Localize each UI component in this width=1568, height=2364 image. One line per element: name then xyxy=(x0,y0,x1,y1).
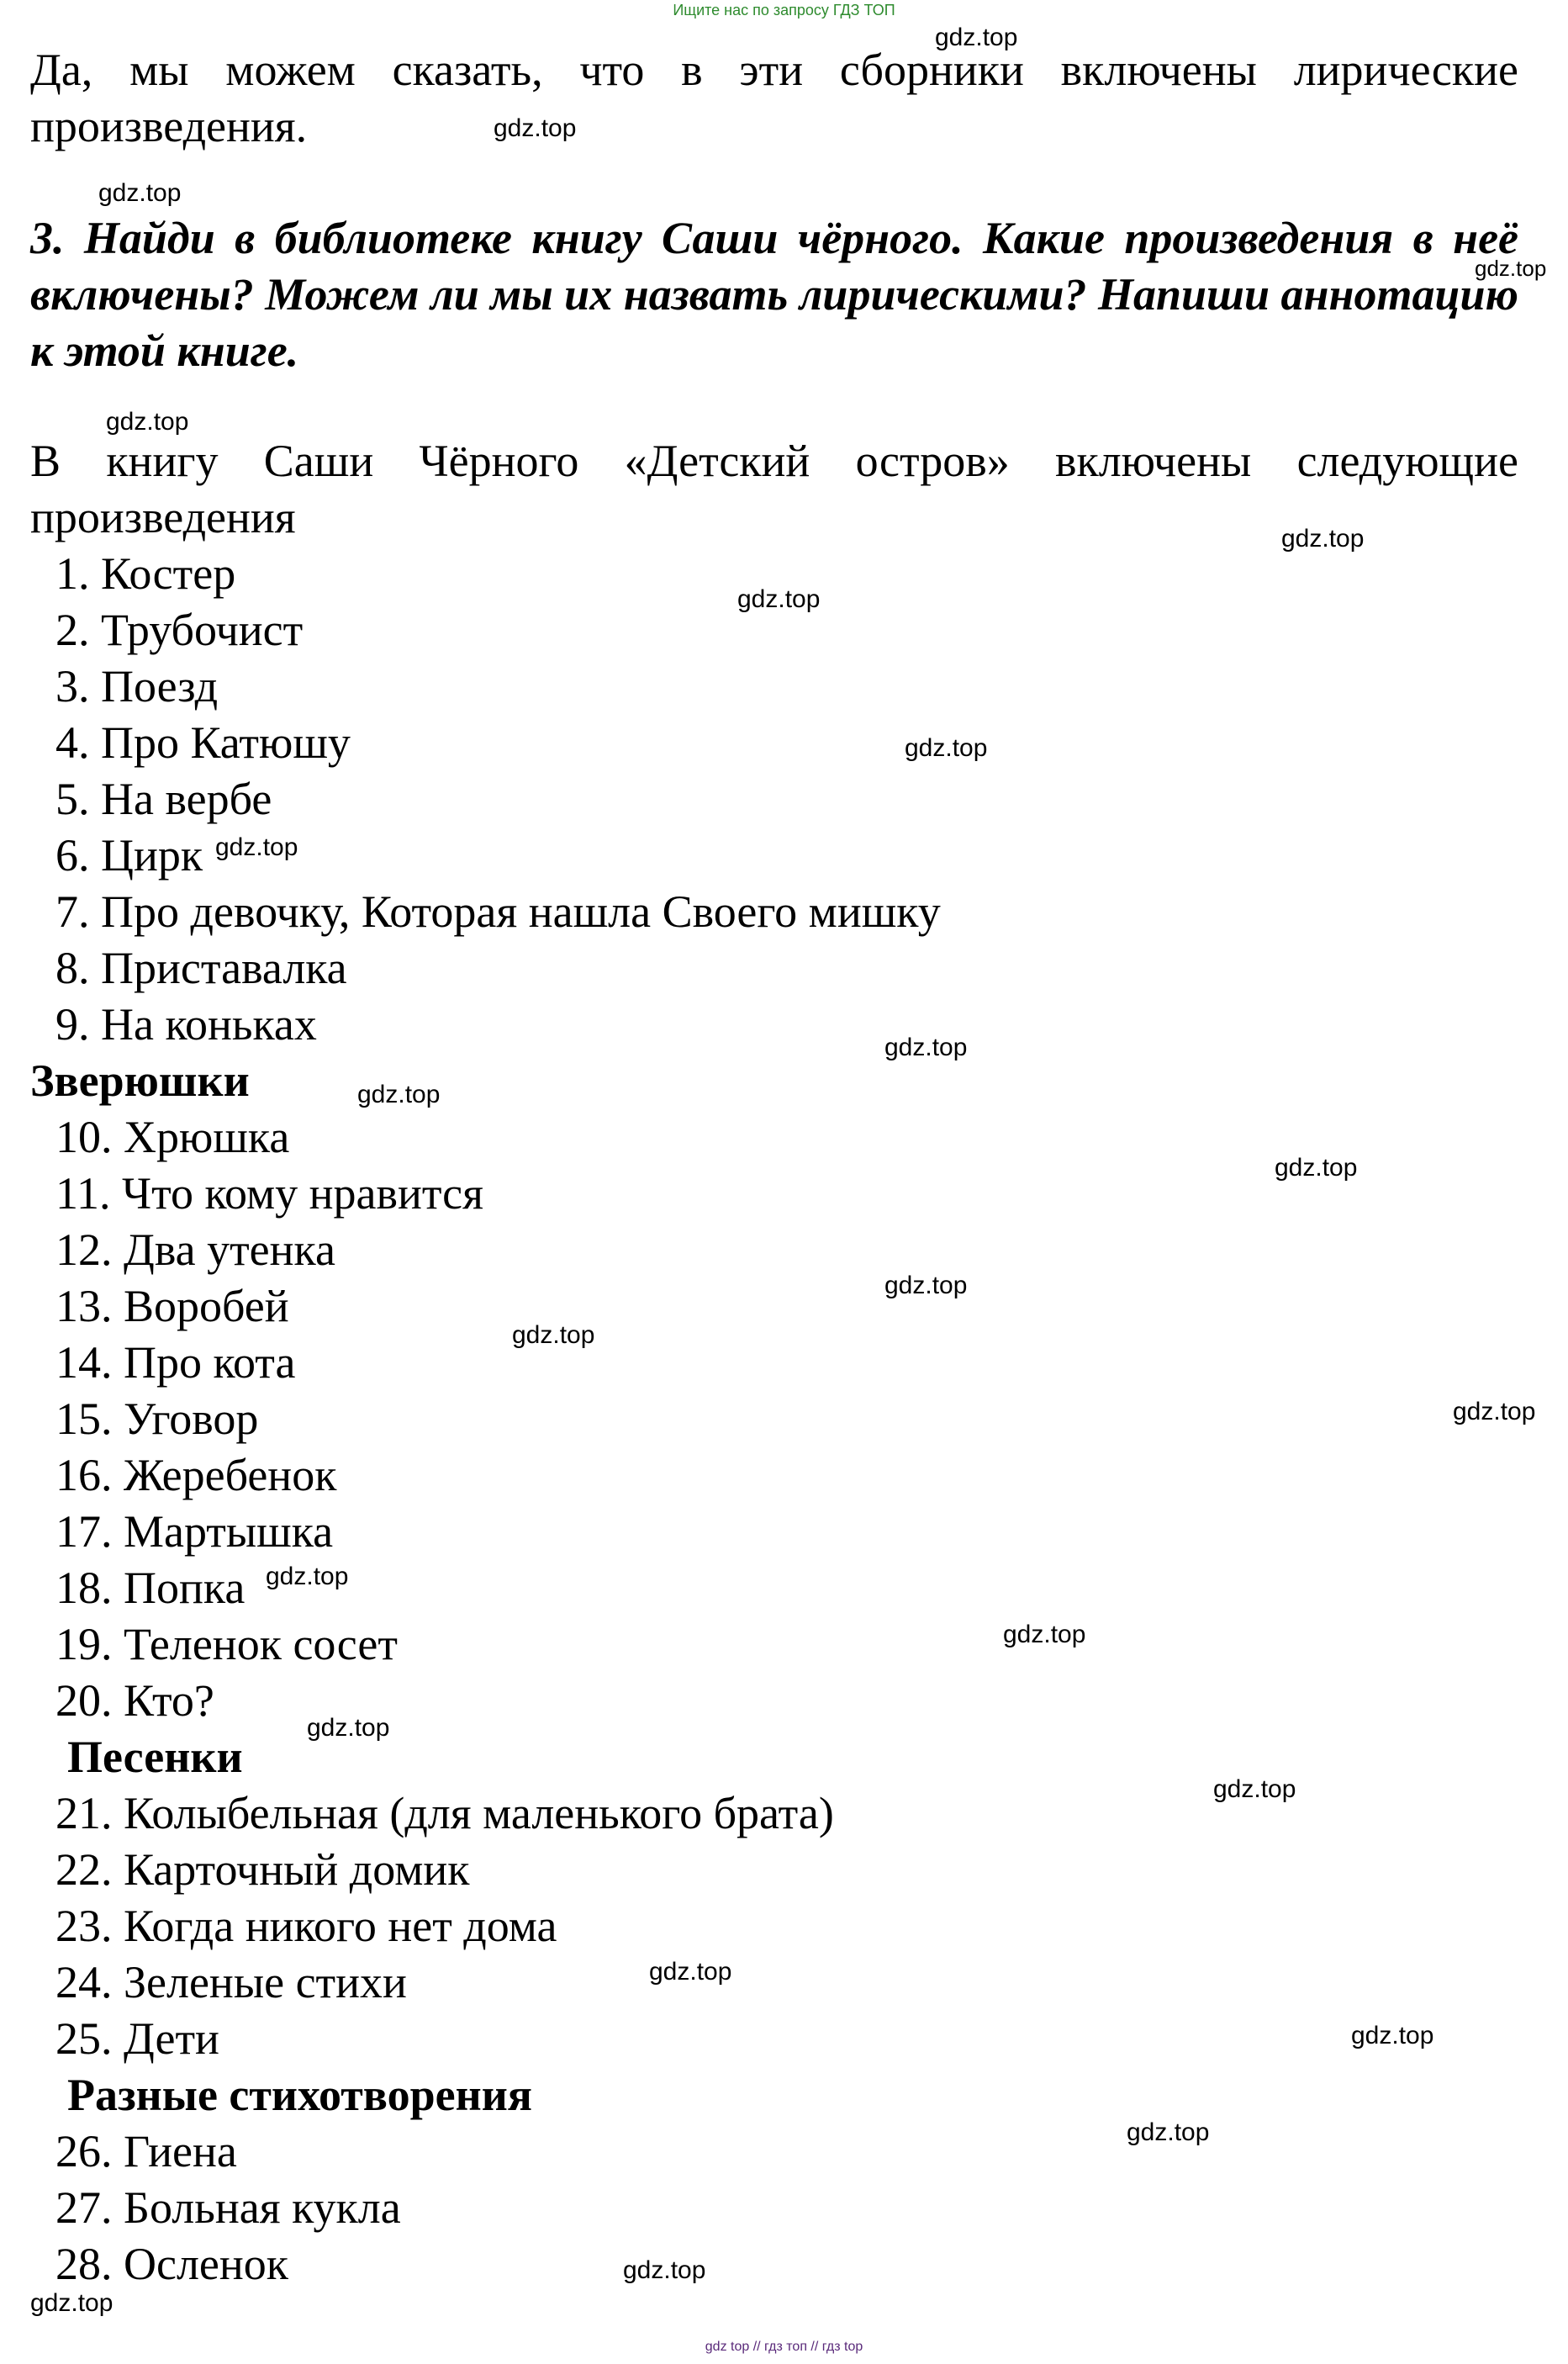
watermark: gdz.top xyxy=(1127,2118,1210,2146)
list-item: 13. Воробей xyxy=(55,1281,289,1331)
list-item: 25. Дети xyxy=(55,2013,219,2064)
list-item: 17. Мартышка xyxy=(55,1506,334,1557)
watermark: gdz.top xyxy=(1281,525,1365,553)
watermark: gdz.top xyxy=(884,1034,968,1061)
list-item: 20. Кто? xyxy=(55,1675,214,1726)
list-item: 5. На вербе xyxy=(55,774,272,824)
intro-paragraph: Да, мы можем сказать, что в эти сборники включены лирические произведения. xyxy=(30,45,1518,151)
watermark: gdz.top xyxy=(307,1714,390,1742)
list-item: 21. Колыбельная (для маленького брата) xyxy=(55,1788,834,1838)
watermark: gdz.top xyxy=(494,114,577,142)
list-item: 14. Про кота xyxy=(55,1337,296,1388)
watermark: gdz.top xyxy=(512,1321,595,1349)
list-item: 3. Поезд xyxy=(55,661,219,711)
list-item: 15. Уговор xyxy=(55,1394,259,1444)
list-item: 16. Жеребенок xyxy=(55,1450,337,1500)
watermark: gdz.top xyxy=(649,1958,732,1986)
list-item: 27. Больная кукла xyxy=(55,2182,401,2233)
watermark: gdz.top xyxy=(623,2256,706,2284)
list-item: 28. Осленок xyxy=(55,2239,289,2289)
watermark: gdz.top xyxy=(357,1081,441,1108)
watermark: gdz.top xyxy=(884,1272,968,1299)
works-list xyxy=(0,546,1568,2293)
footer-banner[interactable]: gdz top // гдз топ // гдз top xyxy=(705,2340,863,2354)
list-item: 26. Гиена xyxy=(55,2126,237,2176)
list-item: 11. Что кому нравится xyxy=(55,1168,483,1219)
section-heading: Разные стихотворения xyxy=(67,2070,533,2120)
section-heading: Зверюшки xyxy=(30,1055,250,1106)
list-item: 18. Попка xyxy=(55,1563,245,1613)
list-item: 4. Про Катюшу xyxy=(55,717,351,768)
list-item: 23. Когда никого нет дома xyxy=(55,1901,557,1951)
watermark: gdz.top xyxy=(737,585,821,613)
task-heading: 3. Найди в библиотеке книгу Саши чёрного. Какие произведения в неё включены? Можем ли мы их назвать лирическими? Напиши аннотацию к этой книге. xyxy=(30,213,1519,376)
watermark: gdz.top xyxy=(1275,1154,1358,1182)
list-item: 8. Приставалка xyxy=(55,943,347,993)
watermark: gdz.top xyxy=(1453,1398,1536,1425)
watermark: gdz.top xyxy=(1351,2022,1434,2049)
list-item: 6. Цирк xyxy=(55,830,203,881)
list-item: 2. Трубочист xyxy=(55,605,304,655)
list-item: 10. Хрюшка xyxy=(55,1112,290,1162)
list-item: 19. Теленок сосет xyxy=(55,1619,398,1669)
header-banner[interactable]: Ищите нас по запросу ГДЗ ТОП xyxy=(673,2,895,19)
watermark: gdz.top xyxy=(30,2289,114,2317)
watermark: gdz.top xyxy=(1213,1775,1296,1803)
watermark: gdz.top xyxy=(1003,1621,1086,1648)
list-item: 1. Костер xyxy=(55,548,236,599)
watermark: gdz.top xyxy=(1475,256,1547,281)
watermark: gdz.top xyxy=(106,408,189,436)
watermark: gdz.top xyxy=(905,734,988,762)
watermark: gdz.top xyxy=(935,24,1018,51)
list-item: 9. На коньках xyxy=(55,999,317,1050)
list-item: 24. Зеленые стихи xyxy=(55,1957,407,2007)
list-item: 7. Про девочку, Которая нашла Своего мишку xyxy=(55,886,941,937)
watermark: gdz.top xyxy=(266,1563,349,1590)
watermark: gdz.top xyxy=(215,833,298,861)
list-item: 22. Карточный домик xyxy=(55,1844,470,1895)
section-heading: Песенки xyxy=(67,1732,243,1782)
watermark: gdz.top xyxy=(98,179,182,207)
answer-intro: В книгу Саши Чёрного «Детский остров» включены следующие произведения xyxy=(30,436,1518,542)
list-item: 12. Два утенка xyxy=(55,1224,335,1275)
